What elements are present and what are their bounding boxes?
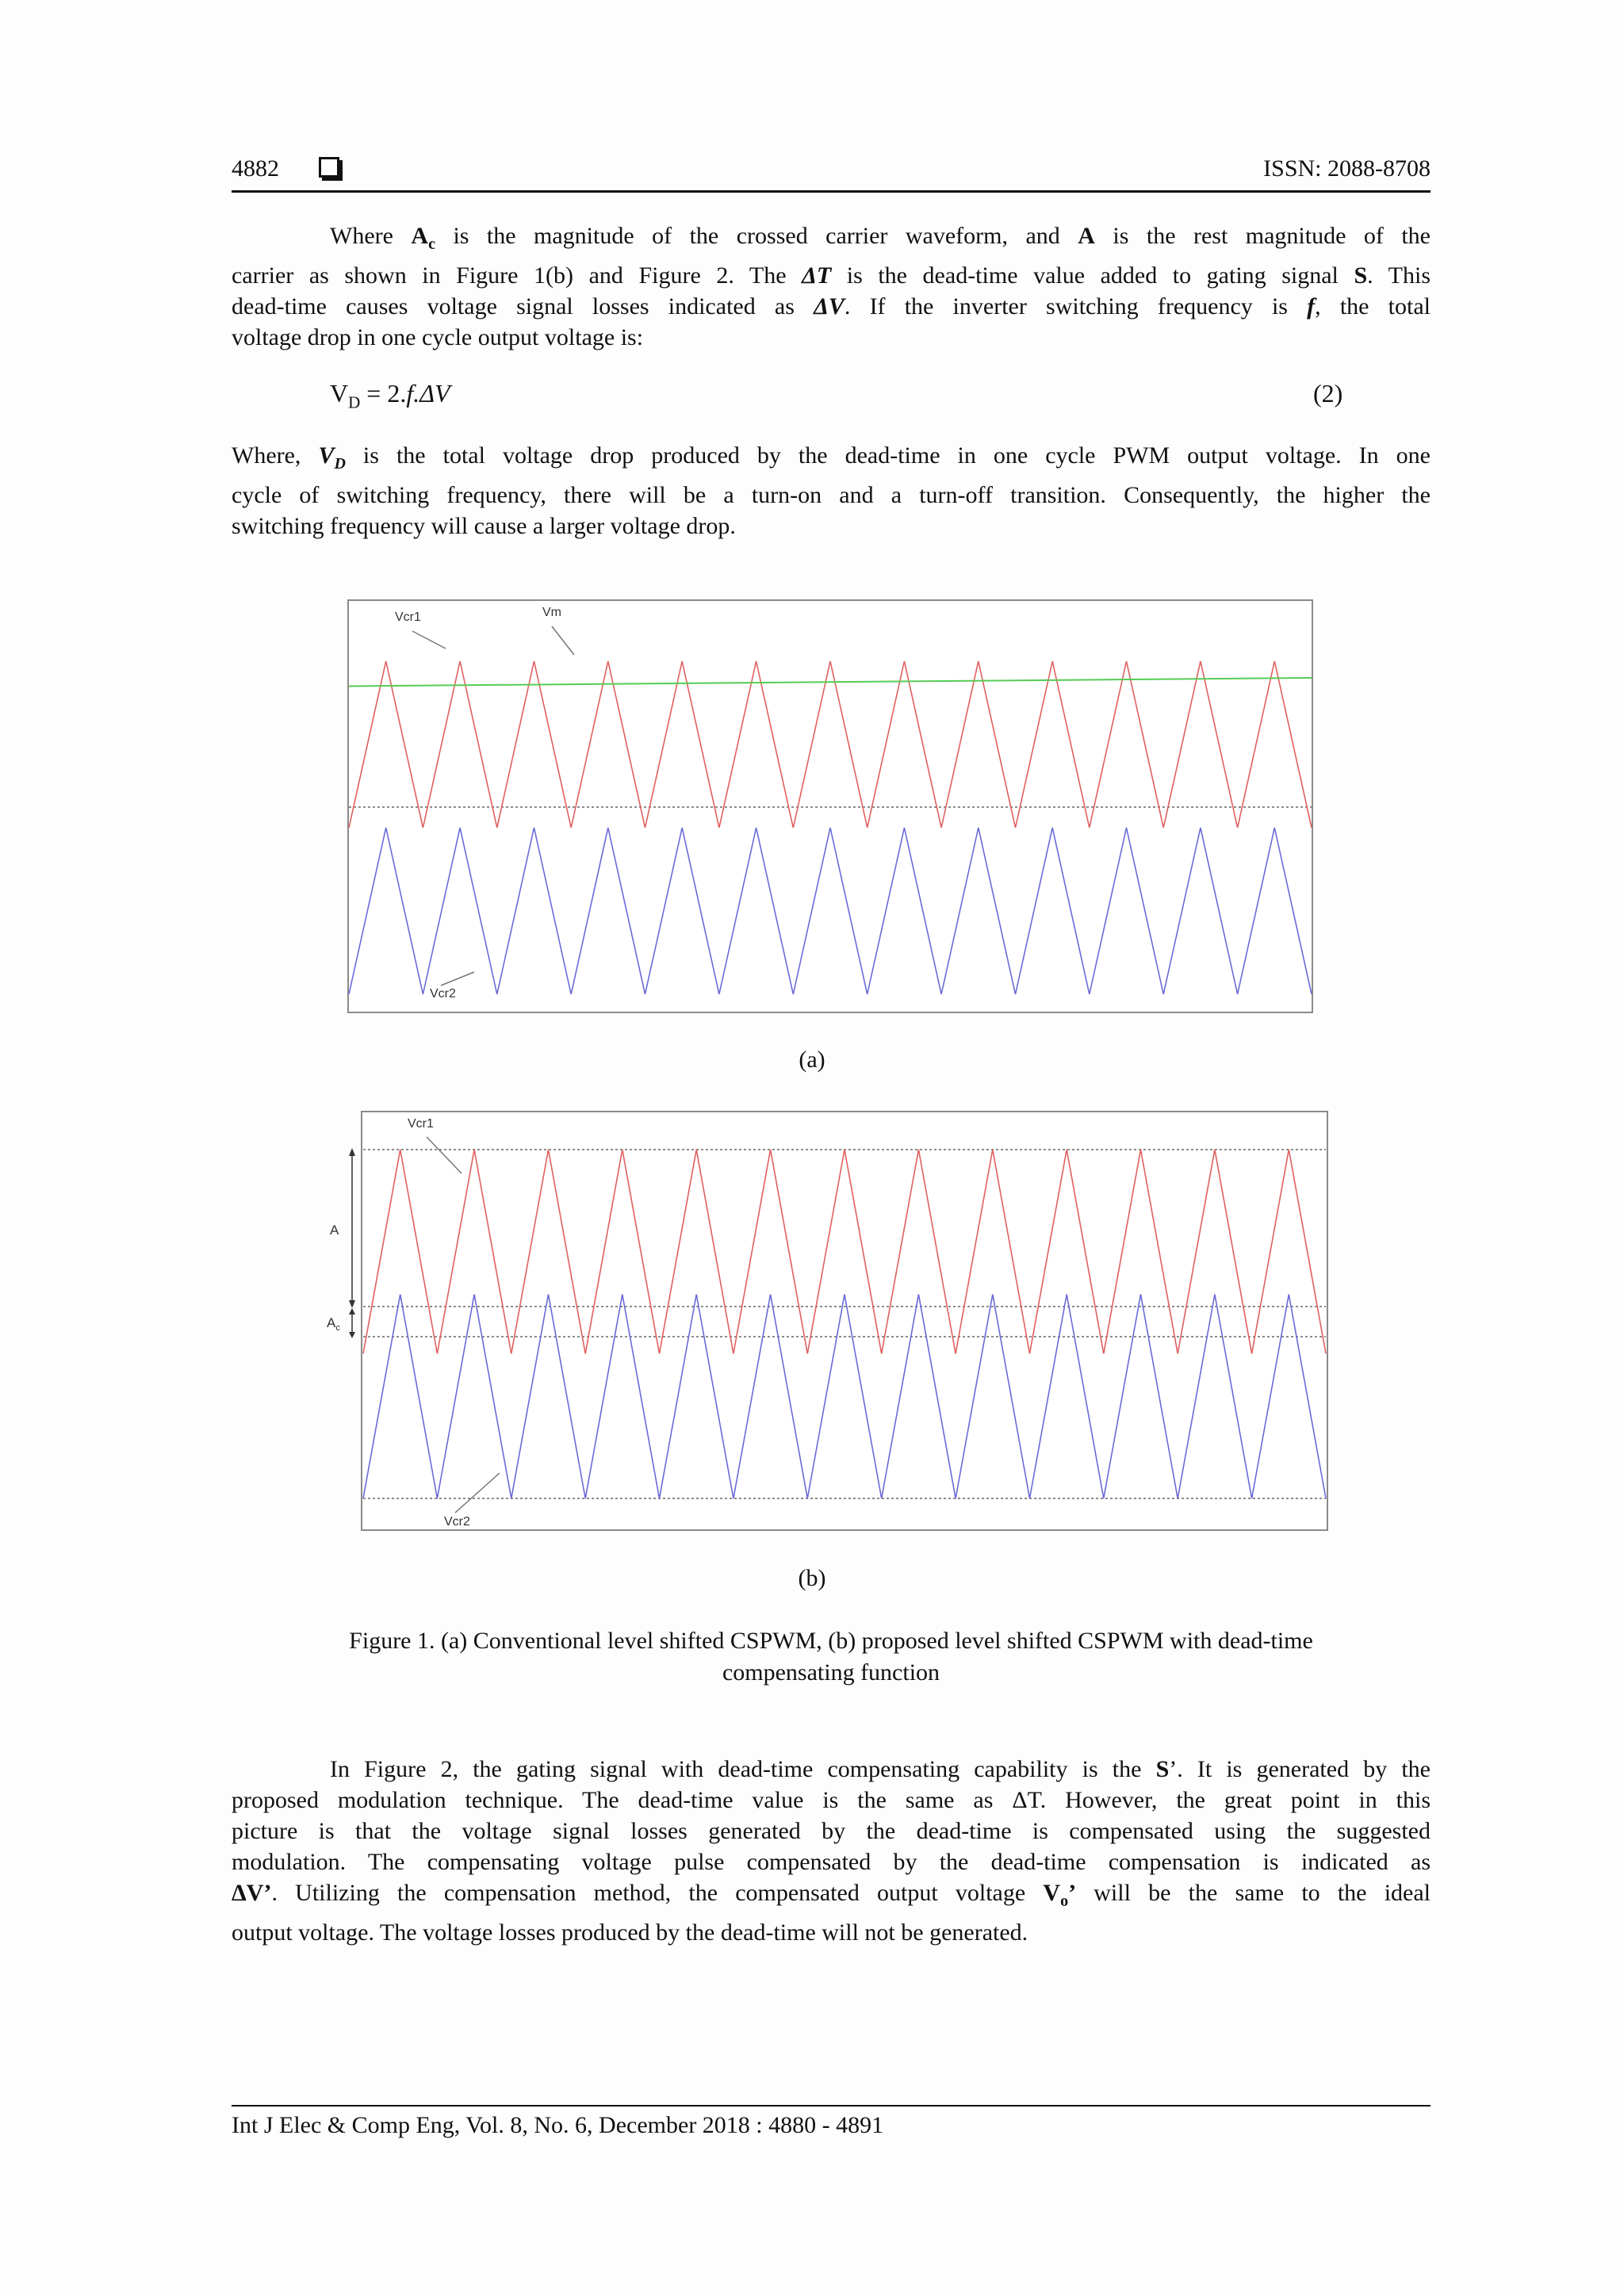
paragraph-2: [232, 440, 1431, 541]
figure-1-caption: [232, 1625, 1431, 1689]
para3-line-3: picture is that the voltage signal losses generated by the dead-time is compensated using the suggested: [232, 1818, 1431, 1844]
footer-citation: Int J Elec & Comp Eng, Vol. 8, No. 6, December 2018 : 4880 - 4891: [232, 2112, 884, 2138]
para3-line-5: ΔV’. Utilizing the compensation method, the compensated output voltage $V_o$’ will be the same to the ideal: [232, 1880, 1431, 1910]
para3-line-1: In Figure 2, the gating signal with dead-time compensating capability is the S’. It is generated by the: [330, 1756, 1431, 1782]
arrowhead-up-icon: [349, 1148, 355, 1156]
label-vcr2: Vcr2: [430, 987, 456, 1001]
label-vcr2: Vcr2: [444, 1515, 470, 1529]
arrowhead-up-icon: [349, 1308, 355, 1314]
label-ac: $A_c$: [327, 1315, 340, 1333]
journal-issn: ISSN: 2088-8708: [1263, 155, 1431, 182]
para2-line-3: switching frequency will cause a larger voltage drop.: [232, 513, 736, 539]
figure-1b-caption: (b): [798, 1565, 826, 1591]
equation-2: $V_D = 2.f.\Delta V$: [330, 379, 450, 412]
para1-line-2: carrier as shown in Figure 1(b) and Figure 2. The ΔT is the dead-time value added to gating signal S. This: [232, 262, 1431, 289]
figure-1b-chart: [316, 1110, 1331, 1533]
para1-line-3: dead-time causes voltage signal losses indicated as ΔV. If the inverter switching frequency is f, the total: [232, 293, 1431, 320]
paragraph-3: [232, 1754, 1431, 1948]
label-vcr1: Vcr1: [395, 610, 421, 624]
para1-line-1: Where $A_c$ is the magnitude of the crossed carrier waveform, and A is the rest magnitude of the: [330, 223, 1431, 253]
para3-line-6: output voltage. The voltage losses produced by the dead-time will not be generated.: [232, 1919, 1028, 1946]
label-vcr1: Vcr1: [408, 1117, 434, 1131]
para3-line-4: modulation. The compensating voltage pulse compensated by the dead-time compensation is indicated as: [232, 1849, 1431, 1875]
label-vm: Vm: [542, 606, 561, 619]
caption-line-2: compensating function: [722, 1659, 940, 1686]
para3-line-2: proposed modulation technique. The dead-time value is the same as ΔT. However, the great point in this: [232, 1787, 1431, 1813]
footer-rule: [232, 2105, 1431, 2107]
label-a: A: [330, 1223, 339, 1238]
figure-1b-frame: [362, 1112, 1327, 1530]
para2-line-2: cycle of switching frequency, there will be a turn-on and a turn-off transition. Consequently, the higher the: [232, 482, 1431, 508]
figure-1a-caption: (a): [799, 1047, 825, 1073]
para2-line-1: Where, $V_D$ is the total voltage drop produced by the dead-time in one cycle PWM output voltage. In one: [232, 442, 1431, 473]
page-number: 4882: [232, 155, 279, 182]
equation-number: (2): [1313, 379, 1343, 408]
square-icon: [319, 157, 339, 178]
arrowhead-down-icon: [349, 1300, 355, 1308]
header-rule: [232, 190, 1431, 193]
paragraph-1: [232, 220, 1431, 353]
para1-line-4: voltage drop in one cycle output voltage is:: [232, 324, 644, 350]
arrowhead-down-icon: [349, 1332, 355, 1338]
caption-line-1: Figure 1. (a) Conventional level shifted CSPWM, (b) proposed level shifted CSPWM with dead-time: [349, 1628, 1313, 1654]
figure-1a-chart: [347, 599, 1313, 1013]
